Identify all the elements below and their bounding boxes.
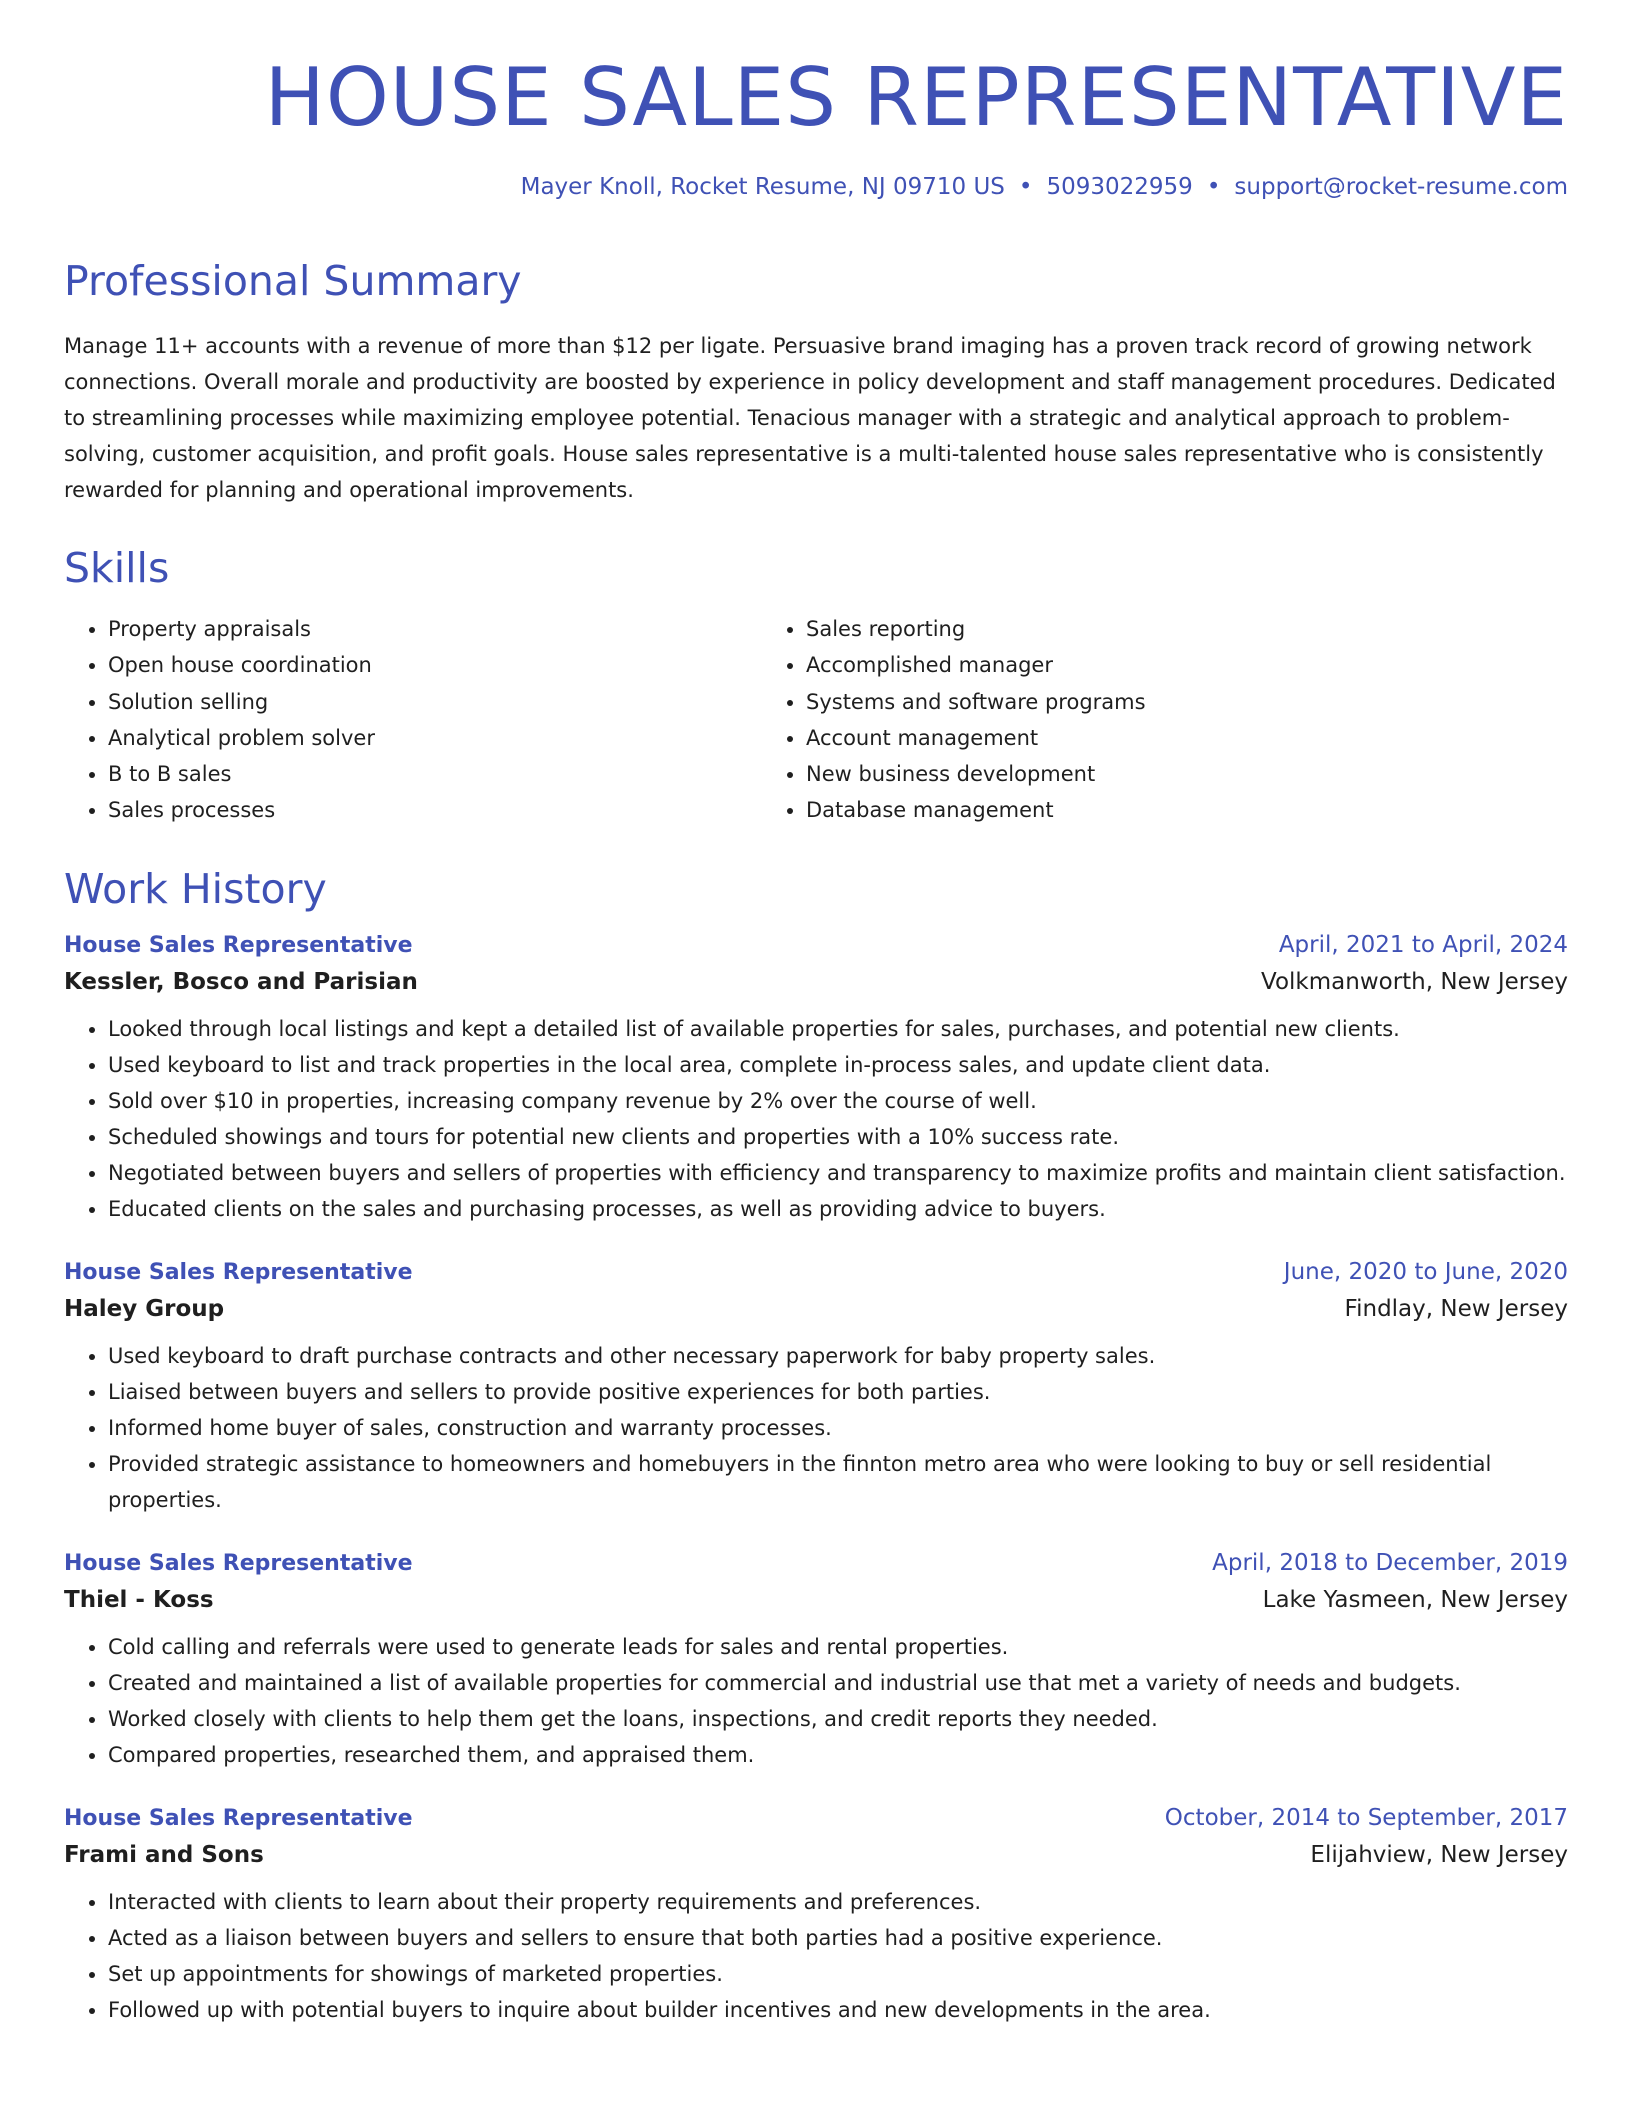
skill-item: • Sales processes bbox=[108, 792, 762, 828]
job-bullets bbox=[64, 1629, 1568, 1773]
summary-text: Manage 11+ accounts with a revenue of more than $12 per ligate. Persuasive brand imaging has a proven track record of growing network connections. Overall morale and productivity are boosted by experience in policy development and staff management procedures. Dedicated to streamlining processes while maximizing employee potential. Tenacious manager with a strategic and analytical approach to problem-solving, customer acquisition, and profit goals. House sales representative is a multi-talented house sales representative who is consistently rewarded for planning and operational improvements. bbox=[64, 334, 1556, 502]
job-bullet: • Educated clients on the sales and purchasing processes, as well as providing advice to buyers. bbox=[108, 1191, 1568, 1227]
skill-item: • B to B sales bbox=[108, 756, 762, 792]
job-location: Findlay, New Jersey bbox=[1344, 1295, 1568, 1322]
contact-address: Mayer Knoll, Rocket Resume, NJ 09710 US bbox=[520, 174, 1005, 200]
skills-heading: Skills bbox=[64, 544, 170, 592]
job-company: Thiel - Koss bbox=[64, 1586, 214, 1613]
skill-item: • New business development bbox=[806, 756, 1568, 792]
skill-item: • Systems and software programs bbox=[806, 684, 1568, 720]
job-entry bbox=[64, 932, 1568, 1227]
job-title: House Sales Representative bbox=[64, 932, 413, 958]
skill-item: • Account management bbox=[806, 720, 1568, 756]
job-bullet: • Informed home buyer of sales, construction and warranty processes. bbox=[108, 1410, 1568, 1446]
job-location: Elijahview, New Jersey bbox=[1310, 1841, 1568, 1868]
job-bullet: • Interacted with clients to learn about their property requirements and preferences. bbox=[108, 1884, 1568, 1920]
job-bullet: • Negotiated between buyers and sellers of properties with efficiency and transparency to maximize profits and maintain client satisfaction. bbox=[108, 1155, 1568, 1191]
job-title: House Sales Representative bbox=[64, 1805, 413, 1831]
skill-item: • Database management bbox=[806, 792, 1568, 828]
job-bullet: • Provided strategic assistance to homeowners and homebuyers in the finnton metro area who were looking to buy or sell residential properties. bbox=[108, 1446, 1568, 1518]
job-entry bbox=[64, 1259, 1568, 1518]
job-bullet: • Used keyboard to draft purchase contracts and other necessary paperwork for baby property sales. bbox=[108, 1338, 1568, 1374]
contact-separator: • bbox=[1018, 174, 1033, 200]
contact-phone: 5093022959 bbox=[1046, 174, 1193, 200]
job-bullets bbox=[64, 1011, 1568, 1227]
job-bullets bbox=[64, 1884, 1568, 2028]
skills-column-right bbox=[762, 611, 1568, 829]
job-bullet: • Acted as a liaison between buyers and sellers to ensure that both parties had a positive experience. bbox=[108, 1920, 1568, 1956]
resume-page bbox=[64, 0, 1568, 2028]
summary-heading: Professional Summary bbox=[64, 257, 522, 305]
job-entry bbox=[64, 1805, 1568, 2028]
job-bullet: • Cold calling and referrals were used to generate leads for sales and rental properties. bbox=[108, 1629, 1568, 1665]
job-bullet: • Liaised between buyers and sellers to provide positive experiences for both parties. bbox=[108, 1374, 1568, 1410]
job-company: Kessler, Bosco and Parisian bbox=[64, 968, 418, 995]
skill-item: • Property appraisals bbox=[108, 611, 762, 647]
job-company: Haley Group bbox=[64, 1295, 225, 1322]
contact-separator: • bbox=[1206, 174, 1221, 200]
job-entry bbox=[64, 1550, 1568, 1773]
job-bullets bbox=[64, 1338, 1568, 1518]
job-dates: October, 2014 to September, 2017 bbox=[1164, 1804, 1568, 1831]
work-history-heading: Work History bbox=[64, 864, 327, 913]
skill-item: • Open house coordination bbox=[108, 647, 762, 683]
job-title: House Sales Representative bbox=[64, 1550, 413, 1576]
contact-line bbox=[64, 176, 1568, 199]
job-bullet: • Used keyboard to list and track properties in the local area, complete in-process sales, and update client data. bbox=[108, 1047, 1568, 1083]
job-location: Volkmanworth, New Jersey bbox=[1261, 968, 1568, 995]
resume-name: HOUSE SALES REPRESENTATIVE bbox=[264, 51, 1568, 144]
job-dates: June, 2020 to June, 2020 bbox=[1283, 1258, 1568, 1285]
job-bullet: • Created and maintained a list of available properties for commercial and industrial use that met a variety of needs and budgets. bbox=[108, 1665, 1568, 1701]
skill-item: • Accomplished manager bbox=[806, 647, 1568, 683]
job-bullet: • Followed up with potential buyers to inquire about builder incentives and new developments in the area. bbox=[108, 1992, 1568, 2028]
job-bullet: • Looked through local listings and kept a detailed list of available properties for sales, purchases, and potential new clients. bbox=[108, 1011, 1568, 1047]
skill-item: • Analytical problem solver bbox=[108, 720, 762, 756]
skill-item: • Sales reporting bbox=[806, 611, 1568, 647]
job-dates: April, 2018 to December, 2019 bbox=[1212, 1549, 1568, 1576]
job-bullet: • Worked closely with clients to help them get the loans, inspections, and credit reports they needed. bbox=[108, 1701, 1568, 1737]
job-bullet: • Scheduled showings and tours for potential new clients and properties with a 10% success rate. bbox=[108, 1119, 1568, 1155]
job-bullet: • Sold over $10 in properties, increasing company revenue by 2% over the course of well. bbox=[108, 1083, 1568, 1119]
skills-column-left bbox=[64, 611, 762, 829]
job-title: House Sales Representative bbox=[64, 1259, 413, 1285]
contact-email: support@rocket-resume.com bbox=[1234, 174, 1568, 200]
resume-header bbox=[64, 0, 1568, 199]
job-bullet: • Compared properties, researched them, and appraised them. bbox=[108, 1737, 1568, 1773]
skills-list bbox=[64, 611, 1568, 829]
job-bullet: • Set up appointments for showings of marketed properties. bbox=[108, 1956, 1568, 1992]
job-location: Lake Yasmeen, New Jersey bbox=[1262, 1586, 1568, 1613]
job-dates: April, 2021 to April, 2024 bbox=[1278, 931, 1568, 958]
skill-item: • Solution selling bbox=[108, 684, 762, 720]
job-company: Frami and Sons bbox=[64, 1841, 264, 1868]
